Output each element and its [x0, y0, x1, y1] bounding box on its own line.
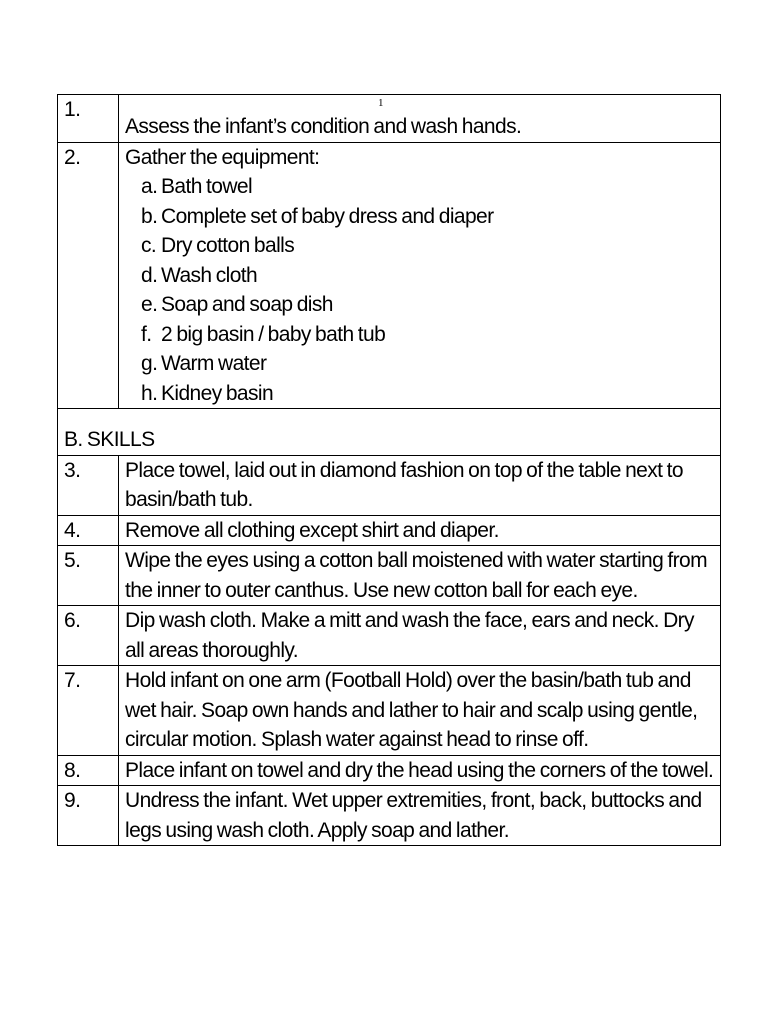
list-item-text: Soap and soap dish: [161, 293, 333, 316]
list-item: [141, 202, 716, 232]
list-marker: e.: [141, 293, 158, 316]
list-item-text: Complete set of baby dress and diaper: [161, 204, 494, 228]
step-text: Hold infant on one arm (Football Hold) over the basin/bath tub and wet hair. Soap own hands and lather to hair and scalp using gentle, circular motion. Splash water against head to rinse off.: [119, 666, 721, 756]
step-text: Assess the infant’s condition and wash hands.: [119, 95, 721, 143]
list-item: [141, 261, 716, 291]
list-item-text: Wash cloth: [161, 263, 258, 287]
step-number: 3.: [58, 455, 119, 515]
step-number: 7.: [58, 666, 119, 756]
list-item-text: Warm water: [161, 352, 267, 375]
table-row: [58, 755, 721, 786]
step-text: Remove all clothing except shirt and diaper.: [119, 515, 721, 546]
table-row: [58, 546, 721, 606]
list-item: [141, 290, 716, 320]
step-number: 9.: [58, 786, 119, 846]
table-row: [58, 666, 721, 756]
list-item-text: Bath towel: [161, 175, 253, 198]
step-number: 5.: [58, 546, 119, 606]
list-marker: b.: [141, 204, 158, 228]
step-text: Place infant on towel and dry the head using the corners of the towel.: [119, 755, 721, 786]
list-item: [141, 172, 716, 202]
equipment-list: [125, 172, 716, 408]
list-marker: c.: [141, 234, 157, 257]
list-item: [141, 320, 716, 350]
table-row: [58, 786, 721, 846]
list-item-text: Dry cotton balls: [161, 234, 295, 257]
table-row: [58, 515, 721, 546]
list-marker: d.: [141, 263, 158, 287]
table-row: [58, 142, 721, 409]
list-marker: h.: [141, 381, 158, 405]
list-item-text: Kidney basin: [161, 381, 274, 405]
table-row: [58, 455, 721, 515]
step-number: 4.: [58, 515, 119, 546]
section-row: [58, 409, 721, 456]
table-row: [58, 95, 721, 143]
procedure-table: [57, 94, 721, 846]
list-item: [141, 349, 716, 379]
list-marker: f.: [141, 322, 152, 346]
list-item-text: 2 big basin / baby bath tub: [161, 322, 386, 346]
step-number: 8.: [58, 755, 119, 786]
list-marker: g.: [141, 352, 158, 375]
section-heading: B. SKILLS: [58, 409, 721, 456]
table-row: [58, 606, 721, 666]
step-number: 1.: [58, 95, 119, 143]
page-number: 1: [378, 97, 384, 109]
step-text: Place towel, laid out in diamond fashion on top of the table next to basin/bath tub.: [119, 455, 721, 515]
step-text: Wipe the eyes using a cotton ball moistened with water starting from the inner to outer canthus. Use new cotton ball for each eye.: [119, 546, 721, 606]
step-text: Undress the infant. Wet upper extremities, front, back, buttocks and legs using wash cloth. Apply soap and lather.: [119, 786, 721, 846]
step-number: 2.: [58, 142, 119, 409]
step-cell: [119, 142, 721, 409]
list-item: [141, 231, 716, 261]
step-text: Gather the equipment:: [125, 145, 320, 169]
step-number: 6.: [58, 606, 119, 666]
list-marker: a.: [141, 175, 158, 198]
step-text: Dip wash cloth. Make a mitt and wash the face, ears and neck. Dry all areas thoroughly.: [119, 606, 721, 666]
list-item: [141, 379, 716, 409]
